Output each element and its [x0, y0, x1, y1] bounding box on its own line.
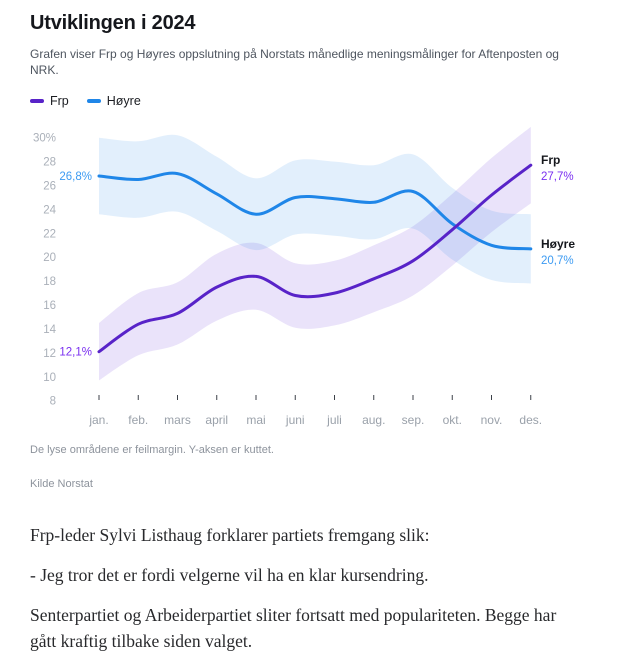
- x-axis-label: okt.: [442, 413, 462, 427]
- poll-line-chart: [0, 120, 623, 432]
- hoyre-end-name-label: Høyre: [541, 236, 576, 251]
- legend-item-frp: [30, 94, 69, 108]
- y-axis-label: 14: [43, 323, 56, 336]
- y-axis-label: 18: [43, 276, 56, 289]
- x-axis-label: mai: [246, 413, 266, 427]
- hoyre-error-band: [99, 135, 531, 284]
- x-axis-label: feb.: [128, 413, 149, 427]
- y-axis-label: 24: [43, 204, 56, 217]
- article-paragraph-3: Senterpartiet og Arbeiderpartiet sliter fortsatt med populariteten. Begge har gått kraftig tilbake siden valget.: [30, 605, 557, 651]
- hoyre-end-value-label: 20,7%: [541, 254, 574, 267]
- y-axis-label: 22: [43, 228, 56, 241]
- chart-subtitle: Grafen viser Frp og Høyres oppslutning på Norstats månedlige meningsmålinger for Aftenposten og NRK.: [30, 47, 559, 77]
- y-axis-label: 28: [43, 156, 56, 169]
- article-body: [30, 522, 578, 668]
- chart-source: Kilde Norstat: [30, 478, 93, 490]
- article-paragraph-1: Frp-leder Sylvi Listhaug forklarer partiets fremgang slik:: [30, 525, 430, 545]
- x-axis-label: april: [205, 413, 229, 427]
- y-axis-label: 10: [43, 371, 56, 384]
- chart-footnote: De lyse områdene er feilmargin. Y-aksen er kuttet.: [30, 444, 274, 456]
- x-axis-label: juli: [327, 413, 342, 427]
- article-paragraph-2: - Jeg tror det er fordi velgerne vil ha en klar kursendring.: [30, 565, 429, 585]
- x-axis-label: nov.: [480, 413, 503, 427]
- x-axis-label: des.: [519, 413, 543, 427]
- frp-color-swatch: [30, 99, 44, 103]
- frp-end-name-label: Frp: [541, 153, 561, 168]
- hoyre-color-swatch: [87, 99, 101, 103]
- x-axis-label: mars: [164, 413, 191, 427]
- y-axis-label: 8: [49, 395, 56, 408]
- y-axis-label: 30%: [32, 132, 56, 145]
- x-axis-label: jan.: [89, 413, 109, 427]
- legend-label-hoyre: Høyre: [106, 94, 141, 108]
- x-axis-label: sep.: [401, 413, 425, 427]
- y-axis-label: 16: [43, 300, 56, 313]
- x-axis-label: aug.: [362, 413, 386, 427]
- x-axis-label: juni: [285, 413, 305, 427]
- legend-label-frp: Frp: [50, 94, 69, 108]
- chart-legend: [30, 94, 141, 108]
- frp-start-value-label: 12,1%: [59, 346, 92, 359]
- legend-item-hoyre: [87, 94, 141, 108]
- hoyre-start-value-label: 26,8%: [59, 170, 92, 183]
- y-axis-label: 26: [43, 180, 56, 193]
- chart-title: Utviklingen i 2024: [30, 12, 196, 34]
- frp-end-value-label: 27,7%: [541, 171, 574, 184]
- y-axis-label: 20: [43, 252, 56, 265]
- y-axis-label: 12: [43, 347, 56, 360]
